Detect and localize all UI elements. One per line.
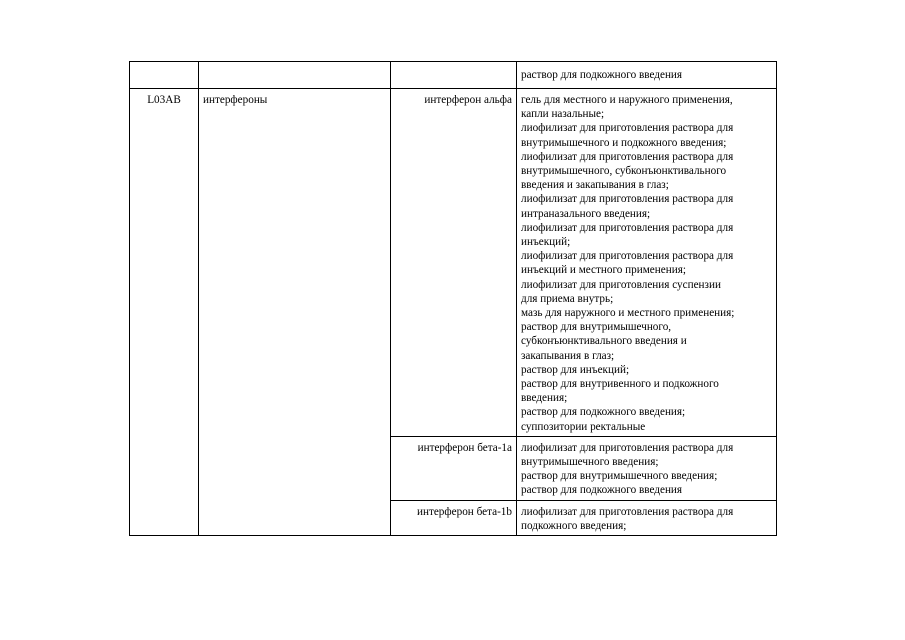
dosage-form-cell — [517, 89, 777, 437]
dosage-form-line: раствор для внутривенного и подкожного введения; — [521, 378, 719, 405]
pharm-group-cell — [199, 62, 391, 89]
dosage-form-line: раствор для подкожного введения — [521, 69, 683, 81]
dosage-form-line: раствор для внутримышечного введения; — [521, 470, 718, 483]
dosage-form-line: лиофилизат для приготовления раствора для инъекций и местного применения; — [521, 250, 734, 277]
inn-cell: интерферон бета-1b — [391, 500, 517, 535]
dosage-form-line: раствор для инъекций; — [521, 363, 630, 376]
dosage-form-cell — [517, 62, 777, 89]
pharm-group-cell: интерфероны — [199, 89, 391, 536]
atc-code-cell: L03AB — [130, 89, 199, 536]
dosage-form-line: раствор для подкожного введения — [521, 484, 683, 497]
inn-cell — [391, 62, 517, 89]
dosage-form-cell — [517, 436, 777, 500]
dosage-form-line: лиофилизат для приготовления раствора для инъекций; — [521, 221, 734, 249]
dosage-form-line: лиофилизат для приготовления раствора для внутримышечного введения; — [521, 441, 734, 469]
inn-cell: интерферон альфа — [391, 89, 517, 437]
dosage-form-line: лиофилизат для приготовления раствора для подкожного введения; — [521, 505, 734, 532]
dosage-form-line: лиофилизат для приготовления раствора для внутримышечного и подкожного введения; — [521, 122, 734, 149]
dosage-form-line: лиофилизат для приготовления раствора для интраназального введения; — [521, 193, 734, 220]
inn-cell: интерферон бета-1a — [391, 436, 517, 500]
table-row — [130, 62, 777, 89]
dosage-form-line: раствор для внутримышечного, субконъюнктивального введения и закапывания в глаз; — [521, 321, 687, 362]
dosage-form-line: раствор для подкожного введения; — [521, 406, 686, 419]
dosage-form-line: лиофилизат для приготовления раствора для внутримышечного, субконъюнктивального введения и закапывания в глаз; — [521, 150, 734, 192]
dosage-form-cell — [517, 500, 777, 535]
dosage-form-line: гель для местного и наружного применения, капли назальные; — [521, 94, 733, 121]
drug-table — [129, 61, 777, 536]
dosage-form-line: лиофилизат для приготовления суспензии для приема внутрь; — [521, 278, 721, 305]
dosage-form-line: мазь для наружного и местного применения; — [521, 307, 735, 320]
dosage-form-line: суппозитории ректальные — [521, 420, 646, 433]
atc-code-cell — [130, 62, 199, 89]
table-row — [130, 89, 777, 437]
